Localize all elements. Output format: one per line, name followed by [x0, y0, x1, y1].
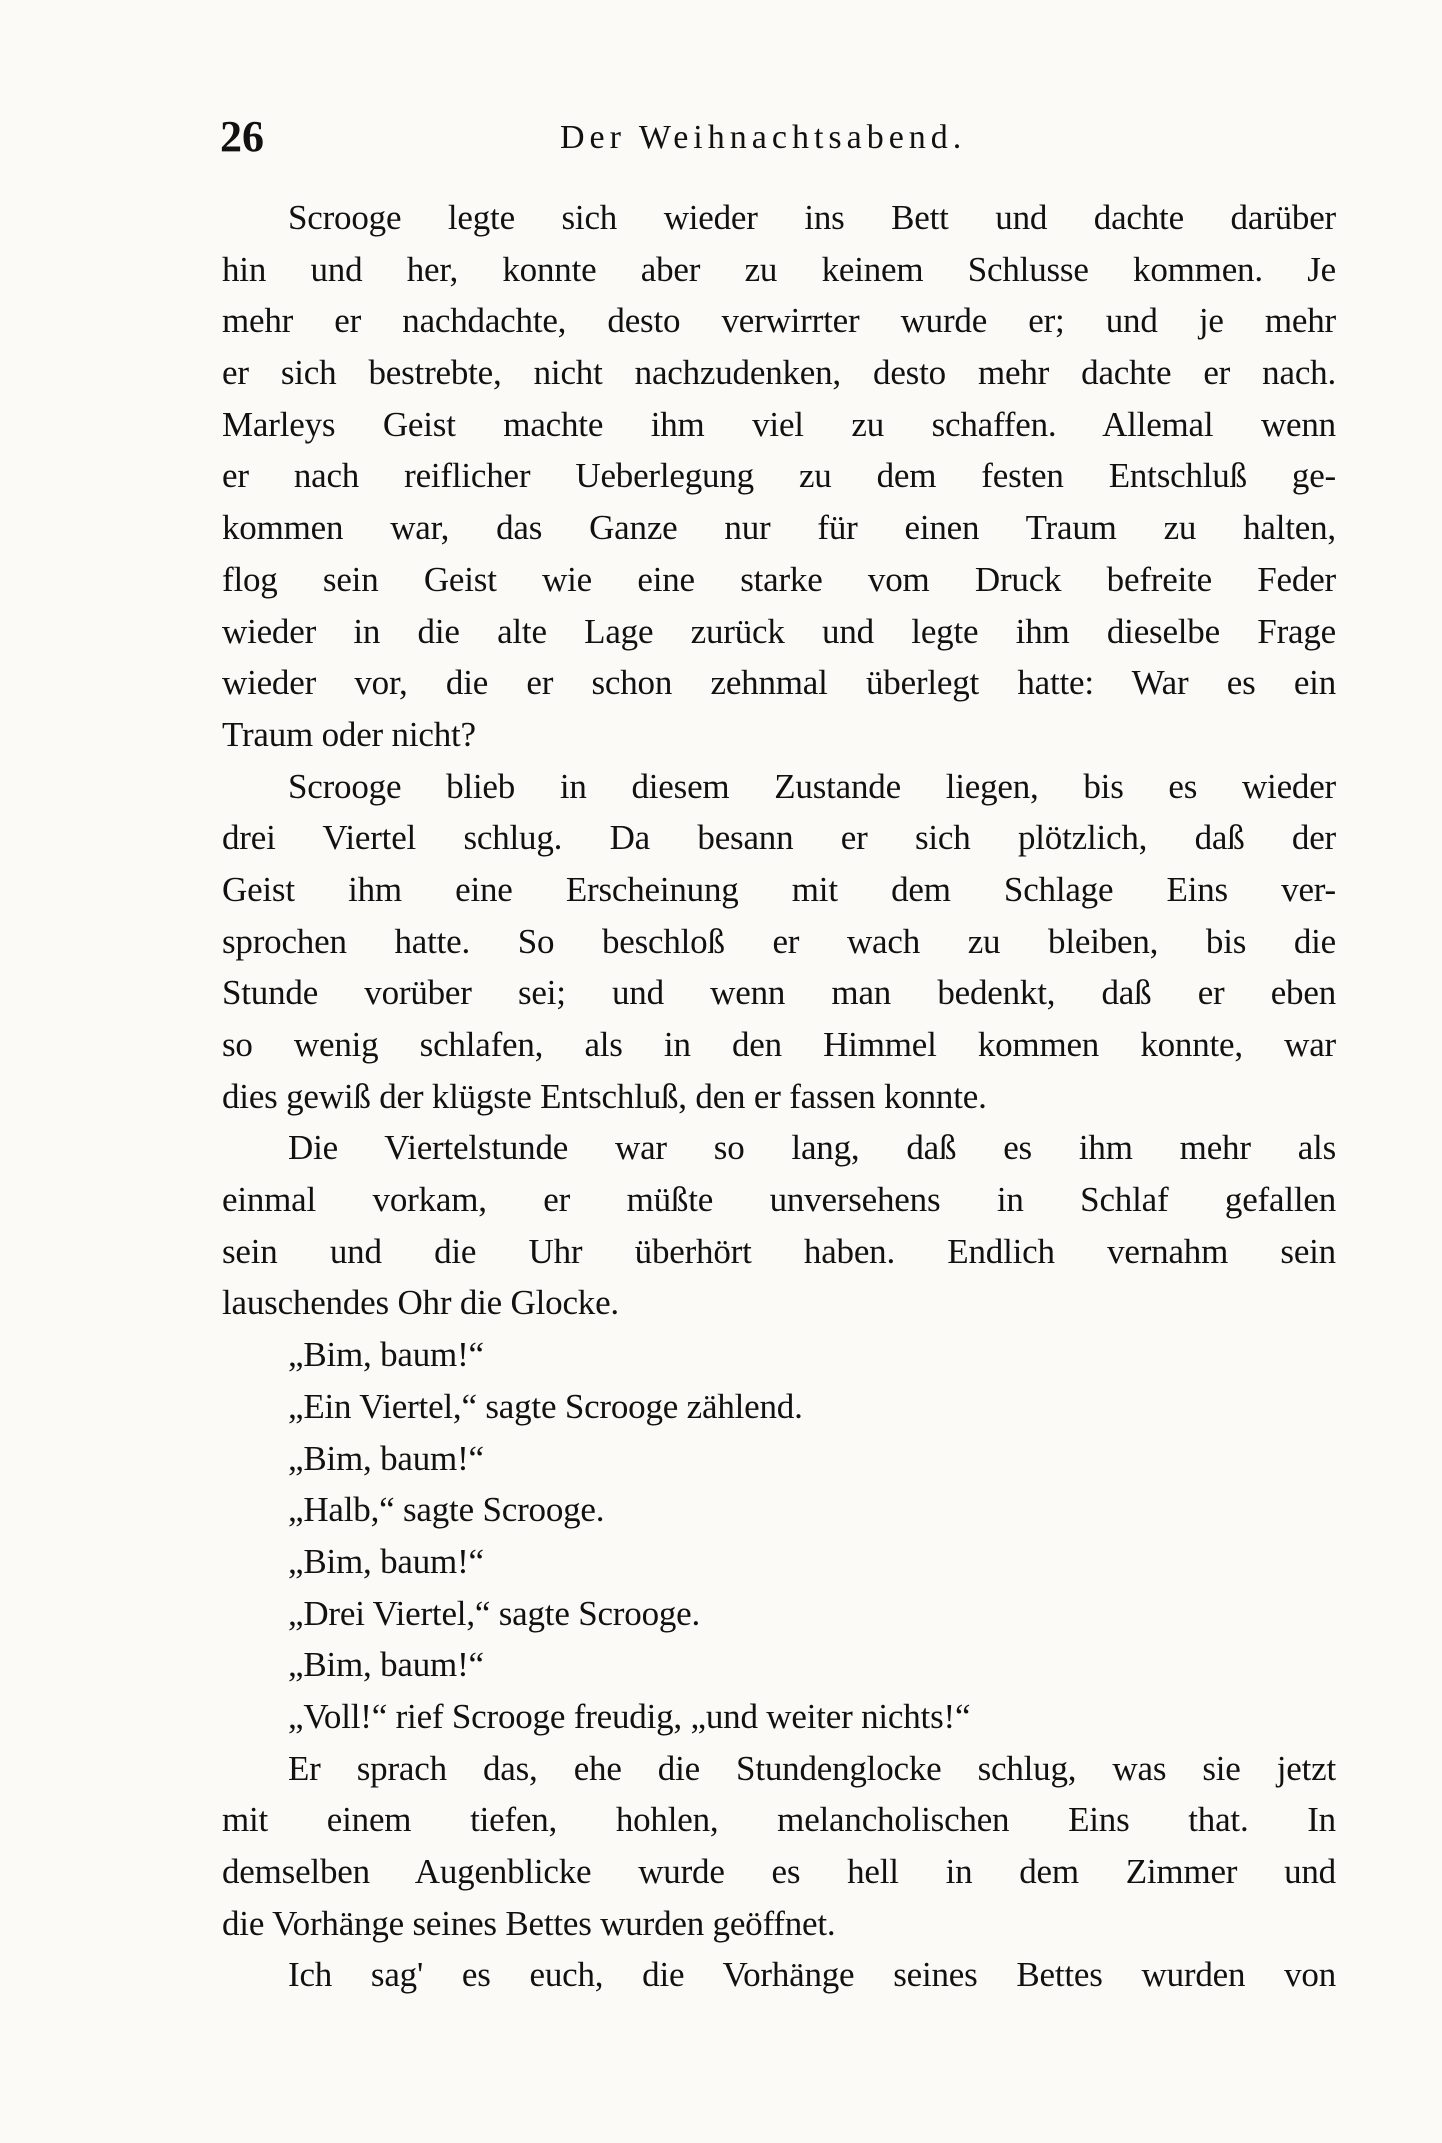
text-line: Ich sag' es euch, die Vorhänge seines Bettes wurden von — [288, 1955, 1336, 1995]
text-line: „Voll!“ rief Scrooge freudig, „und weiter nichts!“ — [288, 1696, 971, 1736]
text-line: Marleys Geist machte ihm viel zu schaffen. Allemal wenn — [222, 404, 1336, 444]
text-line: einmal vorkam, er müßte unversehens in Schlaf gefallen — [222, 1180, 1336, 1220]
text-line: mehr er nachdachte, desto verwirrter wurde er; und je mehr — [222, 301, 1336, 341]
text-line: „Drei Viertel,“ sagte Scrooge. — [288, 1593, 701, 1633]
text-line: „Bim, baum!“ — [288, 1645, 484, 1685]
body-text — [222, 192, 1336, 2001]
text-line: Scrooge legte sich wieder ins Bett und dachte darüber — [288, 198, 1336, 237]
text-line: er sich bestrebte, nicht nachzudenken, desto mehr dachte er nach. — [222, 353, 1336, 393]
text-line: demselben Augenblicke wurde es hell in dem Zimmer und — [222, 1852, 1336, 1891]
text-line: so wenig schlafen, als in den Himmel kommen konnte, war — [222, 1025, 1336, 1064]
text-line: die Vorhänge seines Bettes wurden geöffnet. — [222, 1903, 836, 1943]
text-line: lauschendes Ohr die Glocke. — [222, 1283, 619, 1323]
text-line: kommen war, das Ganze nur für einen Traum zu halten, — [222, 508, 1336, 548]
text-line: dies gewiß der klügste Entschluß, den er fassen konnte. — [222, 1076, 987, 1116]
text-line: Er sprach das, ehe die Stundenglocke schlug, was sie jetzt — [288, 1748, 1336, 1788]
text-line: „Bim, baum!“ — [288, 1438, 484, 1478]
page-number: 26 — [220, 112, 264, 161]
text-line: sein und die Uhr überhört haben. Endlich vernahm sein — [222, 1231, 1336, 1271]
text-line: „Ein Viertel,“ sagte Scrooge zählend. — [288, 1386, 803, 1426]
text-line: „Halb,“ sagte Scrooge. — [288, 1490, 605, 1530]
text-line: er nach reiflicher Ueberlegung zu dem festen Entschluß ge- — [222, 456, 1336, 496]
running-title: Der Weihnachtsabend. — [560, 119, 967, 156]
text-line: drei Viertel schlug. Da besann er sich plötzlich, daß der — [222, 818, 1336, 858]
text-line: „Bim, baum!“ — [288, 1541, 484, 1581]
text-line: Traum oder nicht? — [222, 714, 476, 754]
text-line: flog sein Geist wie eine starke vom Druck befreite Feder — [222, 559, 1336, 599]
text-line: sprochen hatte. So beschloß er wach zu bleiben, bis die — [222, 921, 1336, 961]
text-line: hin und her, konnte aber zu keinem Schlusse kommen. Je — [222, 249, 1336, 289]
text-line: Stunde vorüber sei; und wenn man bedenkt, daß er eben — [222, 973, 1336, 1013]
text-line: „Bim, baum!“ — [288, 1335, 484, 1375]
text-line: Scrooge blieb in diesem Zustande liegen, bis es wieder — [288, 766, 1336, 806]
text-line: mit einem tiefen, hohlen, melancholischen Eins that. In — [222, 1800, 1336, 1840]
text-line: Die Viertelstunde war so lang, daß es ihm mehr als — [288, 1128, 1336, 1168]
text-line: wieder in die alte Lage zurück und legte ihm dieselbe Frage — [222, 611, 1336, 651]
text-line: wieder vor, die er schon zehnmal überlegt hatte: War es ein — [222, 663, 1336, 703]
text-line: Geist ihm eine Erscheinung mit dem Schlage Eins ver- — [222, 869, 1336, 909]
